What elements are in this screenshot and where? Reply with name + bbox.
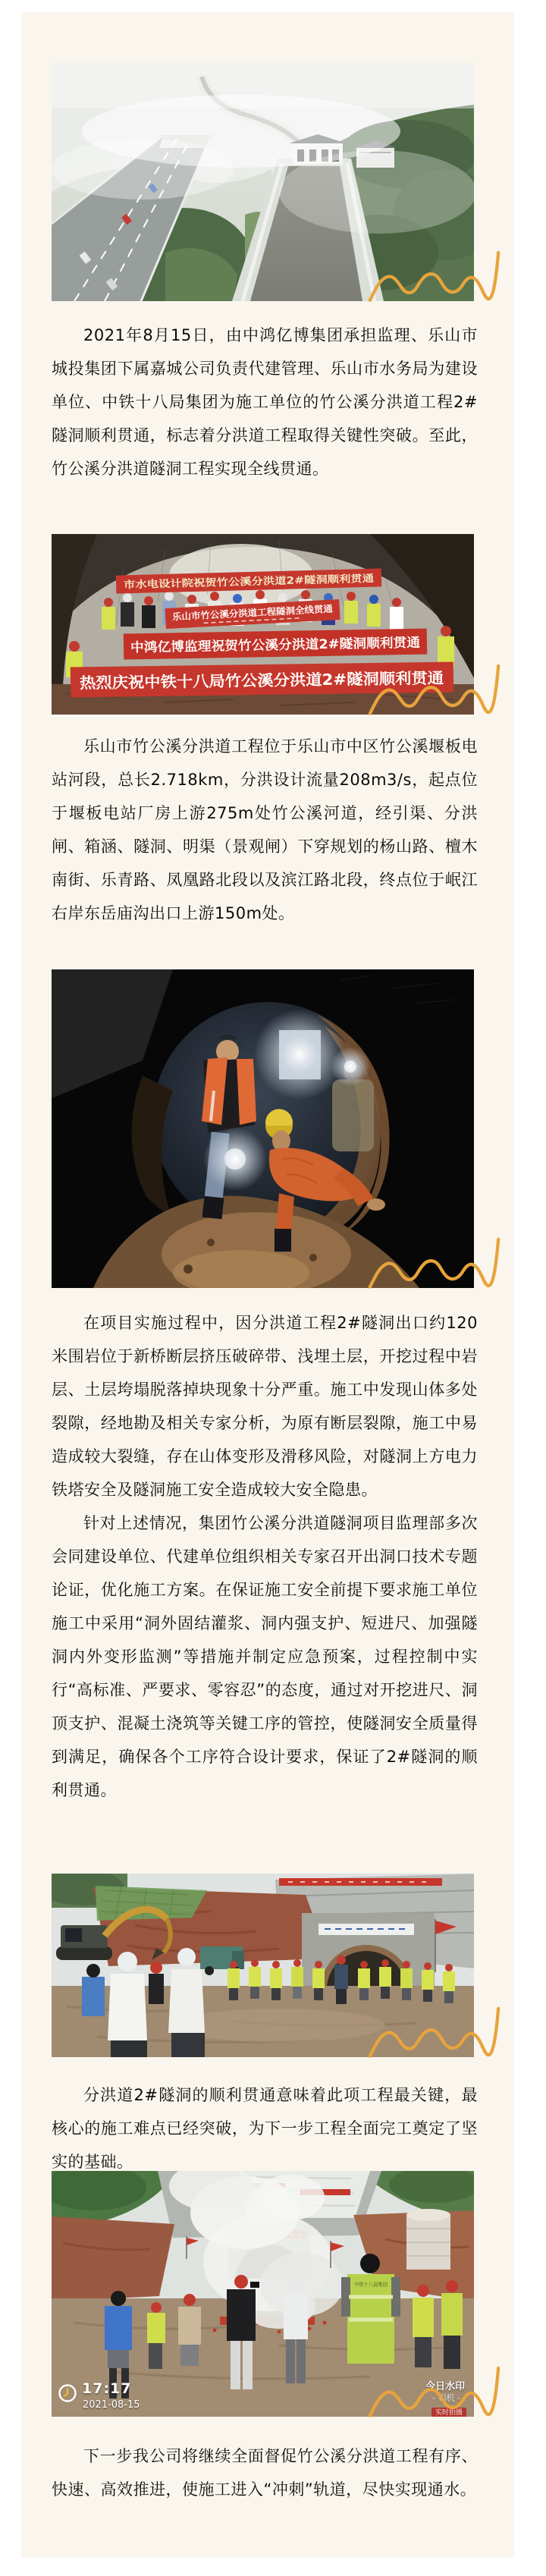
- paragraph-challenges-and-measures: [52, 1306, 478, 1877]
- photo-portal-site[interactable]: [52, 1874, 474, 2057]
- photo-tunnel-interior[interactable]: [52, 969, 474, 1288]
- paragraph-intro: [52, 319, 478, 523]
- banner-bottom: [71, 661, 454, 697]
- watermark-app-sub: - 相机 -: [432, 2393, 460, 2403]
- article-card: [21, 12, 514, 2558]
- watermark-badge: 实时拍摄: [431, 2408, 466, 2417]
- photo-portal-site-image: [52, 1874, 474, 2057]
- photo-aerial-rendering[interactable]: [52, 63, 474, 301]
- photo-celebration[interactable]: [52, 2171, 474, 2417]
- water-tank: [406, 2209, 450, 2270]
- photo-tunnel-banners-image: [52, 534, 474, 715]
- photo-aerial-rendering-image: [52, 63, 474, 301]
- banner-third: [124, 629, 428, 660]
- paragraph-6-text: 下一步我公司将继续全面督促竹公溪分洪道工程有序、快速、高效推进，使施工进入“冲刺”轨道，尽快实现通水。: [52, 2447, 478, 2499]
- photo-tunnel-banners[interactable]: [52, 534, 474, 715]
- paragraph-1-text: 2021年8月15日，由中鸿亿博集团承担监理、乐山市城投集团下属嘉城公司负责代建管理、乐山市水务局为建设单位、中铁十八局集团为施工单位的竹公溪分洪道工程2#隧洞顺利贯通，标志着分洪道工程取得关键性突破。至此，竹公溪分洪道隧洞工程实现全线贯通。: [52, 326, 478, 478]
- photo-timestamp-time: 17:17: [82, 2380, 132, 2397]
- clock-icon: [58, 2383, 77, 2403]
- vest-back-text: 中铁十八局集团: [354, 2282, 391, 2288]
- tunnel-interior-scene: [52, 969, 474, 1288]
- paragraph-significance: [52, 2078, 478, 2182]
- banner-third-text: 中鸿亿博监理祝贺竹公溪分洪道2#隧洞顺利贯通: [130, 635, 409, 656]
- portal-site-scene: [52, 1874, 474, 2057]
- paragraph-5-text: 分洪道2#隧洞的顺利贯通意味着此项工程最关键，最核心的施工难点已经突破，为下一步工程全面完工奠定了坚实的基础。: [52, 2086, 478, 2171]
- photo-celebration-image: [52, 2171, 474, 2417]
- banner-top-text: 市水电设计院祝贺竹公溪分洪道2#隧洞顺利贯通: [123, 573, 337, 592]
- photo-tunnel-interior-image: [52, 969, 474, 1288]
- paragraph-next-steps: [52, 2439, 478, 2543]
- paragraph-3-text: 在项目实施过程中，因分洪道工程2#隧洞出口约120米围岩位于新桥断层挤压破碎带、浅埋土层，开挖过程中岩层、土层垮塌脱落掉块现象十分严重。施工中发现山体多处裂隙，经地勘及相关专家分析，为原有断层裂隙，施工中易造成较大裂缝，存在山体变形及滑移风险，对隧洞上方电力铁塔安全及隧洞施工安全造成较大安全隐患。: [52, 1314, 478, 1499]
- banner-bottom-text: 热烈庆祝中铁十八局竹公溪分洪道2#隧洞顺利贯通: [79, 669, 422, 693]
- tunnel-banners-scene: [52, 534, 474, 715]
- paragraph-2-text: 乐山市竹公溪分洪道工程位于乐山市中区竹公溪堰板电站河段，总长2.718km，分洪设计流量208m3/s，起点位于堰板电站厂房上游275m处竹公溪河道，经引渠、分洪闸、箱涵、隧洞、明渠（景观闸）下穿规划的杨山路、檀木南街、乐青路、凤凰路北段以及滨江路北段，终点位于岷江右岸东岳庙沟出口上游150m处。: [52, 737, 478, 922]
- watermark-app-name: 今日水印: [425, 2381, 465, 2392]
- paragraph-4-text: 针对上述情况，集团竹公溪分洪道隧洞项目监理部多次会同建设单位、代建单位组织相关专家召开出洞口技术专题论证，优化施工方案。在保证施工安全前提下要求施工单位施工中采用“洞外固结灌浆、洞内强支护、短进尺、加强隧洞内外变形监测”等措施并制定应急预案，过程控制中实行“高标准、严要求、零容忍”的态度，通过对开挖进尺、洞顶支护、混凝土浇筑等关键工序的管控，使隧洞安全质量得到满足，确保各个工序符合设计要求，保证了2#隧洞的顺利贯通。: [52, 1514, 478, 1799]
- photo-timestamp-date: 2021-08-15: [83, 2399, 140, 2411]
- aerial-rendering-scene: [52, 63, 474, 301]
- banner-second-text: 乐山市竹公溪分洪道工程隧洞全线贯通: [171, 603, 328, 623]
- paragraph-project-overview: [52, 730, 478, 966]
